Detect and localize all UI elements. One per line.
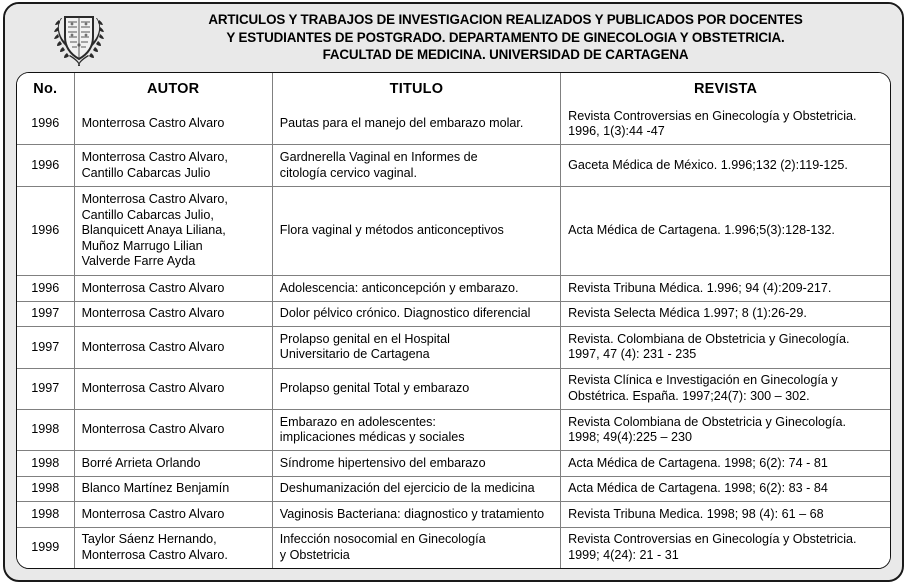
cell-revista xyxy=(561,451,890,476)
cell-revista xyxy=(561,476,890,501)
cell-line: Revista Tribuna Médica. 1.996; 94 (4):209-217. xyxy=(568,280,832,295)
cell-line: Deshumanización del ejercicio de la medicina xyxy=(279,481,535,496)
title-line-2: Y ESTUDIANTES DE POSTGRADO. DEPARTAMENTO DE GINECOLOGIA Y OBSTETRICIA. xyxy=(226,29,785,45)
cell-line: Infección nosocomial en Ginecología xyxy=(279,532,486,547)
cell-line: 1997, 47 (4): 231 - 235 xyxy=(568,347,697,362)
cell-line: Monterrosa Castro Alvaro xyxy=(81,280,225,295)
cell-line: Borré Arrieta Orlando xyxy=(81,455,201,470)
table-row xyxy=(17,451,890,476)
cell-line: Flora vaginal y métodos anticonceptivos xyxy=(279,223,504,238)
table-header xyxy=(17,73,890,104)
title-line-1: ARTICULOS Y TRABAJOS DE INVESTIGACION REALIZADOS Y PUBLICADOS POR DOCENTES xyxy=(208,12,803,28)
cell-line: Monterrosa Castro Alvaro xyxy=(81,339,225,354)
cell-autor xyxy=(74,276,272,301)
cell-revista xyxy=(561,410,890,451)
cell-line: Vaginosis Bacteriana: diagnostico y tratamiento xyxy=(279,506,545,521)
cell-line: Obstétrica. España. 1997;24(7): 300 – 302. xyxy=(568,388,810,403)
title-line-3: FACULTAD DE MEDICINA. UNIVERSIDAD DE CARTAGENA xyxy=(322,47,689,63)
cell-line: Cantillo Cabarcas Julio xyxy=(81,165,211,180)
cell-line: 1999; 4(24): 21 - 31 xyxy=(568,547,679,562)
cell-titulo xyxy=(272,186,560,276)
cell-line: Revista Controversias en Ginecología y Obstetricia. xyxy=(568,532,857,547)
cell-autor xyxy=(74,186,272,276)
cell-line: y Obstetricia xyxy=(279,547,350,562)
cell-line: Muñoz Marrugo Lilian xyxy=(81,238,203,253)
table-row xyxy=(17,104,890,145)
cell-line: 1996, 1(3):44 -47 xyxy=(568,124,665,139)
cell-line: Universitario de Cartagena xyxy=(279,347,430,362)
table-row xyxy=(17,410,890,451)
cell-line: Blanco Martínez Benjamín xyxy=(81,481,230,496)
cell-no: 1998 xyxy=(17,476,74,501)
cell-line: Taylor Sáenz Hernando, xyxy=(81,532,217,547)
cell-line: Blanquicett Anaya Liliana, xyxy=(81,223,226,238)
cell-autor xyxy=(74,476,272,501)
cell-autor xyxy=(74,104,272,145)
cell-line: Revista Colombiana de Obstetricia y Ginecología. xyxy=(568,414,847,429)
document-outer-frame xyxy=(3,2,904,582)
publications-table-frame xyxy=(16,72,891,569)
cell-line: Revista Selecta Médica 1.997; 8 (1):26-29. xyxy=(568,306,807,321)
cell-line: Monterrosa Castro Alvaro. xyxy=(81,547,228,562)
cell-line: Acta Médica de Cartagena. 1998; 6(2): 74 - 81 xyxy=(568,455,828,470)
cell-revista xyxy=(561,186,890,276)
column-header-autor: AUTOR xyxy=(74,73,272,104)
cell-titulo xyxy=(272,476,560,501)
cell-line: Prolapso genital en el Hospital xyxy=(279,331,450,346)
cell-no: 1996 xyxy=(17,276,74,301)
cell-no: 1996 xyxy=(17,145,74,186)
table-row xyxy=(17,502,890,527)
cell-line: Valverde Farre Ayda xyxy=(81,254,196,269)
cell-line: Monterrosa Castro Alvaro xyxy=(81,381,225,396)
cell-revista xyxy=(561,301,890,326)
table-row xyxy=(17,145,890,186)
table-row xyxy=(17,186,890,276)
cell-line: Síndrome hipertensivo del embarazo xyxy=(279,455,486,470)
cell-autor xyxy=(74,327,272,368)
cell-titulo xyxy=(272,145,560,186)
cell-line: 1998; 49(4):225 – 230 xyxy=(568,430,693,445)
cell-line: Monterrosa Castro Alvaro xyxy=(81,506,225,521)
document-title xyxy=(135,11,902,64)
cell-titulo xyxy=(272,104,560,145)
cell-revista xyxy=(561,145,890,186)
cell-revista xyxy=(561,527,890,568)
cell-autor xyxy=(74,527,272,568)
cell-revista xyxy=(561,104,890,145)
cell-no: 1998 xyxy=(17,502,74,527)
cell-revista xyxy=(561,502,890,527)
cell-no: 1998 xyxy=(17,451,74,476)
cell-titulo xyxy=(272,410,560,451)
cell-line: Monterrosa Castro Alvaro, xyxy=(81,150,228,165)
publications-table xyxy=(17,73,890,568)
cell-titulo xyxy=(272,502,560,527)
cell-autor xyxy=(74,410,272,451)
cell-line: Gardnerella Vaginal en Informes de xyxy=(279,150,478,165)
cell-no: 1996 xyxy=(17,186,74,276)
column-header-titulo: TITULO xyxy=(272,73,560,104)
cell-line: Cantillo Cabarcas Julio, xyxy=(81,207,214,222)
cell-revista xyxy=(561,276,890,301)
cell-line: Revista Tribuna Medica. 1998; 98 (4): 61 – 68 xyxy=(568,506,824,521)
cell-no: 1997 xyxy=(17,301,74,326)
cell-line: Revista Controversias en Ginecología y Obstetricia. xyxy=(568,108,857,123)
column-header-revista: REVISTA xyxy=(561,73,890,104)
cell-titulo xyxy=(272,527,560,568)
cell-revista xyxy=(561,368,890,409)
emblem-container xyxy=(5,8,135,68)
cell-line: Acta Médica de Cartagena. 1998; 6(2): 83 - 84 xyxy=(568,481,828,496)
cell-no: 1996 xyxy=(17,104,74,145)
table-body xyxy=(17,104,890,568)
cell-no: 1999 xyxy=(17,527,74,568)
cell-no: 1998 xyxy=(17,410,74,451)
cell-titulo xyxy=(272,276,560,301)
table-row xyxy=(17,368,890,409)
table-row xyxy=(17,276,890,301)
table-header-row xyxy=(17,73,890,104)
cell-titulo xyxy=(272,301,560,326)
cell-titulo xyxy=(272,327,560,368)
cell-line: Gaceta Médica de México. 1.996;132 (2):119-125. xyxy=(568,157,848,172)
cell-line: Revista Clínica e Investigación en Ginecología y xyxy=(568,373,838,388)
cell-line: Monterrosa Castro Alvaro xyxy=(81,422,225,437)
cell-line: Prolapso genital Total y embarazo xyxy=(279,381,470,396)
cell-no: 1997 xyxy=(17,368,74,409)
table-row xyxy=(17,527,890,568)
cell-line: citología cervico vaginal. xyxy=(279,165,417,180)
cell-line: Revista. Colombiana de Obstetricia y Ginecología. xyxy=(568,331,850,346)
cell-line: Monterrosa Castro Alvaro xyxy=(81,116,225,131)
document-header xyxy=(5,4,902,71)
cell-revista xyxy=(561,327,890,368)
cell-autor xyxy=(74,301,272,326)
cell-autor xyxy=(74,368,272,409)
cell-line: Dolor pélvico crónico. Diagnostico diferencial xyxy=(279,306,531,321)
cell-line: Pautas para el manejo del embarazo molar. xyxy=(279,116,524,131)
cell-line: Acta Médica de Cartagena. 1.996;5(3):128-132. xyxy=(568,223,835,238)
cell-line: Embarazo en adolescentes: xyxy=(279,414,436,429)
cell-line: Monterrosa Castro Alvaro xyxy=(81,306,225,321)
cell-titulo xyxy=(272,368,560,409)
table-row xyxy=(17,476,890,501)
cell-titulo xyxy=(272,451,560,476)
table-row xyxy=(17,327,890,368)
cell-line: Adolescencia: anticoncepción y embarazo. xyxy=(279,280,519,295)
cell-line: Monterrosa Castro Alvaro, xyxy=(81,192,228,207)
cell-autor xyxy=(74,451,272,476)
cell-no: 1997 xyxy=(17,327,74,368)
column-header-no: No. xyxy=(17,73,74,104)
cell-autor xyxy=(74,145,272,186)
cell-autor xyxy=(74,502,272,527)
table-row xyxy=(17,301,890,326)
cell-line: implicaciones médicas y sociales xyxy=(279,430,465,445)
university-coat-of-arms-icon xyxy=(47,8,111,68)
